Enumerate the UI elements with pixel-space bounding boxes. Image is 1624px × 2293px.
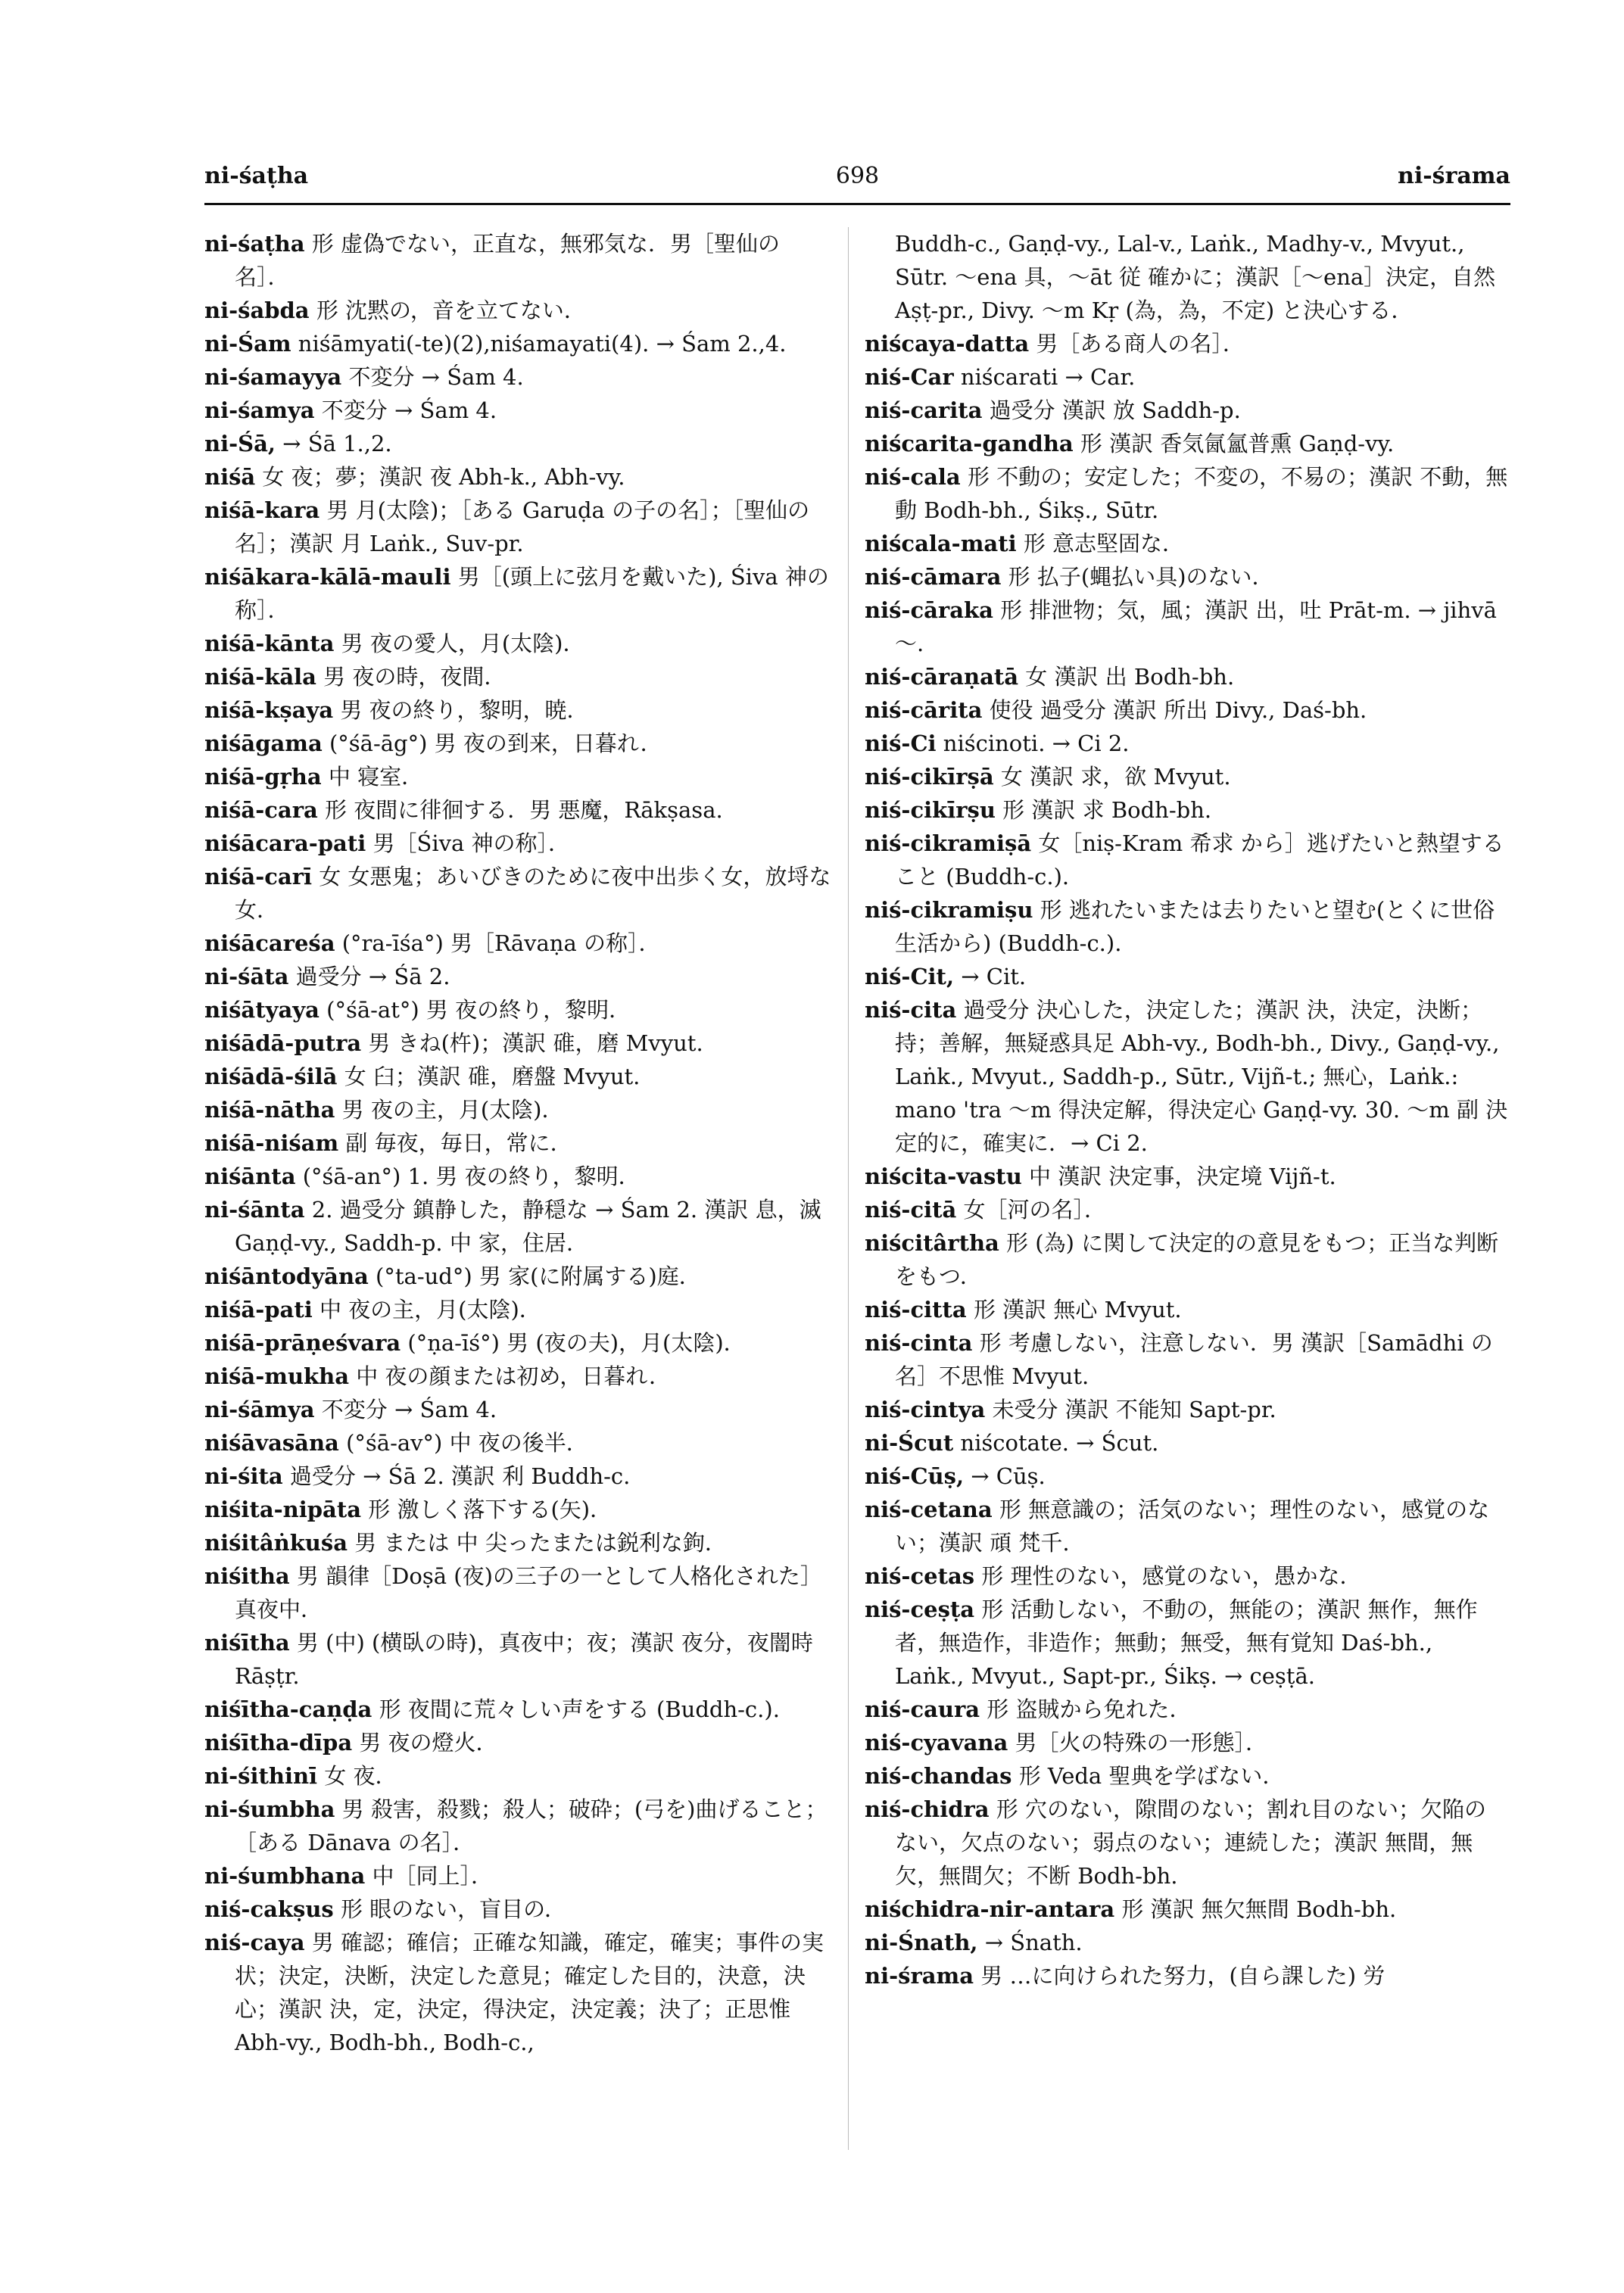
dictionary-entry xyxy=(865,760,1508,793)
entry-headword: niś-caura xyxy=(865,1696,980,1722)
entry-headword: ni-śumbha xyxy=(204,1796,335,1822)
dictionary-entry xyxy=(204,1526,833,1559)
entry-definition: 形 意志堅固な． xyxy=(1016,531,1185,556)
dictionary-entry xyxy=(204,1793,833,1859)
dictionary-entry xyxy=(204,227,833,294)
dictionary-entry xyxy=(865,893,1508,960)
entry-definition: 中［同上］． xyxy=(365,1863,493,1889)
dictionary-entry xyxy=(204,1126,833,1160)
entry-headword: niśītha-dīpa xyxy=(204,1730,353,1756)
entry-headword: niśācara-pati xyxy=(204,830,366,856)
dictionary-entry xyxy=(204,1093,833,1126)
dictionary-entry xyxy=(204,660,833,693)
entry-definition: 中 漢訳 決定事，決定境 Vijñ-t. xyxy=(1021,1164,1336,1189)
entry-definition: Buddh-c., Gaṇḍ-vy., Lal-v., Laṅk., Madhy-v., Mvyut., Sūtr. ～ena 具，～āt 従 確かに；漢訳［～ena］決定，自然 Aṣṭ-pr., Divy. ～m Kṛ (為，為，不定) と決心する． xyxy=(895,231,1496,323)
dictionary-entry xyxy=(204,727,833,760)
entry-definition: 男 (中) (横臥の時)，真夜中；夜；漢訳 夜分，夜闇時 Rāṣṭr. xyxy=(235,1630,813,1689)
entry-definition: 形 排泄物；気，風；漢訳 出，吐 Prāt-m. → jihvā～. xyxy=(895,597,1497,656)
entry-definition: (°śā-an°) 1. 男 夜の終り，黎明． xyxy=(295,1164,641,1189)
entry-headword: ni-śaṭha xyxy=(204,231,305,257)
dictionary-entry xyxy=(865,1893,1508,1926)
dictionary-entry xyxy=(204,627,833,660)
entry-definition: 形 理性のない，感覚のない，愚かな． xyxy=(974,1563,1362,1589)
dictionary-entry xyxy=(204,360,833,394)
entry-headword: niśāvasāna xyxy=(204,1430,339,1456)
page-number: 698 xyxy=(835,163,880,189)
entry-definition: 男［火の特殊の一形態］． xyxy=(1008,1730,1268,1756)
header-left-guideword: ni-śaṭha xyxy=(204,163,309,189)
entry-headword: niśā-nātha xyxy=(204,1097,335,1123)
entry-headword: niś-cārita xyxy=(865,697,983,723)
entry-definition: 形 夜間に徘徊する．男 悪魔，Rākṣasa. xyxy=(317,797,723,823)
dictionary-entry xyxy=(204,1926,833,2059)
entry-definition: 形 不動の；安定した；不変の，不易の；漢訳 不動，無動 Bodh-bh., Śikṣ., Sūtr. xyxy=(895,464,1508,523)
entry-definition: 男 …に向けられた努力，(自ら課した) 労 xyxy=(974,1963,1386,1989)
dictionary-entry xyxy=(204,560,833,627)
entry-definition: 男［Śiva 神の称］． xyxy=(366,830,571,856)
entry-definition: (°śā-av°) 中 夜の後半． xyxy=(338,1430,588,1456)
entry-headword: ni-Śam xyxy=(204,331,291,357)
entry-definition: 過受分 → Śā 2. xyxy=(288,964,450,989)
entry-headword: niścaya-datta xyxy=(865,331,1030,357)
entry-definition: 形 逃れたいまたは去りたいと望む(とくに世俗生活から) (Buddh-c.). xyxy=(895,897,1495,956)
column-divider xyxy=(848,227,849,2150)
entry-headword: niś-Ci xyxy=(865,731,937,756)
dictionary-entry xyxy=(204,460,833,494)
entry-definition: 形 払子(蝿払い具)のない． xyxy=(1001,564,1274,590)
entry-headword: niś-citā xyxy=(865,1197,957,1223)
dictionary-entry xyxy=(204,693,833,727)
dictionary-entry xyxy=(865,1593,1508,1693)
entry-headword: niś-cala xyxy=(865,464,961,490)
entry-headword: niś-cinta xyxy=(865,1330,973,1356)
dictionary-entry xyxy=(204,494,833,560)
entry-definition: 形 夜間に荒々しい声をする (Buddh-c.). xyxy=(372,1696,780,1722)
dictionary-entry xyxy=(204,1759,833,1793)
entry-headword: ni-śamya xyxy=(204,397,315,423)
entry-definition: 男 月(太陰)；［ある Garuḍa の子の名］；［聖仙の名］；漢訳 月 Laṅk., Suv-pr. xyxy=(235,497,810,556)
entry-headword: ni-śithinī xyxy=(204,1763,318,1789)
entry-definition: 男［ある商人の名］． xyxy=(1029,331,1245,357)
entry-definition: 女 女悪鬼；あいびきのために夜中出歩く女，放埒な女． xyxy=(235,864,831,923)
entry-definition: 男 または 中 尖ったまたは鋭利な鉤． xyxy=(348,1530,727,1556)
dictionary-entry xyxy=(865,1426,1508,1460)
entry-headword: ni-śita xyxy=(204,1463,283,1489)
entry-headword: niś-caya xyxy=(204,1930,305,1955)
entry-definition: 形 (為) に関して決定的の意見をもつ；正当な判断をもつ． xyxy=(895,1230,1499,1289)
entry-definition: 男［(頭上に弦月を戴いた), Śiva 神の称］． xyxy=(235,564,829,623)
dictionary-entry xyxy=(204,1393,833,1426)
dictionary-entry xyxy=(204,960,833,993)
entry-definition: 不変分 → Śam 4. xyxy=(314,397,497,423)
entry-definition: 男 殺害，殺戮；殺人；破砕；(弓を)曲げること；［ある Dānava の名］． xyxy=(235,1796,828,1855)
entry-headword: niśācareśa xyxy=(204,930,335,956)
entry-definition: → Cūṣ. xyxy=(964,1463,1046,1489)
dictionary-entry xyxy=(204,427,833,460)
header-rule xyxy=(204,203,1510,205)
entry-definition: 女 漢訳 出 Bodh-bh. xyxy=(1018,664,1235,690)
entry-headword: niś-cita xyxy=(865,997,957,1023)
entry-headword: niśātyaya xyxy=(204,997,320,1023)
dictionary-entry xyxy=(865,394,1508,427)
dictionary-entry xyxy=(865,1160,1508,1193)
entry-headword: ni-śāmya xyxy=(204,1397,315,1422)
dictionary-entry xyxy=(865,1226,1508,1293)
entry-headword: niś-cintya xyxy=(865,1397,986,1422)
dictionary-entry xyxy=(204,1193,833,1260)
entry-definition: 形 穴のない，隙間のない；割れ目のない；欠陥のない，欠点のない；弱点のない；連続した；漢訳 無間，無欠，無間欠；不断 Bodh-bh. xyxy=(895,1796,1487,1889)
dictionary-entry xyxy=(204,1160,833,1193)
entry-definition: niścinoti. → Ci 2. xyxy=(936,731,1130,756)
entry-definition: 形 活動しない，不動の，無能の；漢訳 無作，無作者，無造作，非造作；無動；無受，無有覚知 Daś-bh., Laṅk., Mvyut., Sapt-pr., Śikṣ. → ceṣṭā. xyxy=(895,1597,1478,1689)
entry-definition: 男 夜の時，夜間． xyxy=(316,664,507,690)
entry-definition: 中 寝室． xyxy=(321,764,424,790)
dictionary-entry xyxy=(204,1260,833,1293)
entry-definition: (°ra-īśa°) 男［Rāvaṇa の称］． xyxy=(335,930,661,956)
entry-definition: 中 夜の顔または初め，日暮れ． xyxy=(349,1363,672,1389)
entry-headword: ni-śāta xyxy=(204,964,289,989)
entry-headword: ni-śamayya xyxy=(204,364,342,390)
entry-definition: 女 漢訳 求，欲 Mvyut. xyxy=(993,764,1231,790)
entry-headword: ni-śānta xyxy=(204,1197,305,1223)
dictionary-entry xyxy=(204,1893,833,1926)
entry-definition: 形 盗賊から免れた． xyxy=(980,1696,1192,1722)
dictionary-entry xyxy=(204,1626,833,1693)
entry-headword: niśā-cara xyxy=(204,797,318,823)
entry-headword: niś-cetas xyxy=(865,1563,975,1589)
dictionary-entry xyxy=(865,527,1508,560)
entry-headword: niśā-kara xyxy=(204,497,320,523)
dictionary-entry xyxy=(204,1859,833,1893)
dictionary-entry xyxy=(865,460,1508,527)
entry-definition: (°śā-at°) 男 夜の終り，黎明． xyxy=(319,997,631,1023)
dictionary-entry xyxy=(204,294,833,327)
entry-headword: niśāntodyāna xyxy=(204,1263,369,1289)
entry-definition: 男 夜の愛人，月(太陰)． xyxy=(334,631,585,656)
entry-headword: niś-chandas xyxy=(865,1763,1012,1789)
entry-definition: 形 漢訳 求 Bodh-bh. xyxy=(995,797,1212,823)
entry-headword: niś-cāmara xyxy=(865,564,1002,590)
dictionary-entry xyxy=(865,560,1508,594)
dictionary-entry xyxy=(204,1460,833,1493)
dictionary-entry xyxy=(865,827,1508,893)
entry-headword: niś-cikramiṣu xyxy=(865,897,1033,923)
entry-definition: 過受分 決心した，決定した；漢訳 決，決定，決断；持；善解，無疑惑具足 Abh-vy., Bodh-bh., Divy., Gaṇḍ-vy., Laṅk., Mvyut., Saddh-p., Sūtr., Vijñ-t.; 無心，Laṅk.: mano 'tra ～m 得決定解，得決定心 Gaṇḍ-vy. 30. ～m 副 決定的に，確実に．→ Ci 2. xyxy=(895,997,1508,1156)
entry-headword: niś-cāraka xyxy=(865,597,993,623)
entry-headword: niścita-vastu xyxy=(865,1164,1022,1189)
entry-definition: 形 虚偽でない，正直な，無邪気な．男［聖仙の名］． xyxy=(235,231,780,290)
dictionary-entry xyxy=(204,1027,833,1060)
dictionary-entry xyxy=(865,1693,1508,1726)
entry-definition: 形 考慮しない，注意しない．男 漢訳［Samādhi の名］不思惟 Mvyut. xyxy=(895,1330,1493,1389)
dictionary-entry xyxy=(865,727,1508,760)
entry-definition: 形 漢訳 無心 Mvyut. xyxy=(966,1297,1182,1323)
entry-headword: niśādā-putra xyxy=(204,1030,362,1056)
entry-definition: 男 確認；確信；正確な知識，確定，確実；事件の実状；決定，決断，決定した意見；確定した目的，決意，決心；漢訳 決，定，決定，得決定，決定義；決了；正思惟 Abh-vy., Bodh-bh., Bodh-c., xyxy=(235,1930,824,2055)
entry-headword: niśākara-kālā-mauli xyxy=(204,564,451,590)
dictionary-entry xyxy=(865,960,1508,993)
entry-headword: niśā-pati xyxy=(204,1297,313,1323)
dictionary-entry xyxy=(865,1959,1508,1992)
entry-definition: 形 激しく落下する(矢)． xyxy=(361,1497,613,1522)
dictionary-entry xyxy=(204,1326,833,1360)
entry-headword: niśādā-śilā xyxy=(204,1064,338,1089)
dictionary-entry xyxy=(204,1360,833,1393)
entry-definition: 男 夜の終り，黎明，暁． xyxy=(333,697,589,723)
entry-headword: ni-śabda xyxy=(204,298,310,323)
entry-definition: 形 Veda 聖典を学ばない． xyxy=(1011,1763,1285,1789)
page-header xyxy=(204,163,1510,201)
dictionary-entry xyxy=(865,427,1508,460)
entry-headword: niścarita-gandha xyxy=(865,431,1074,456)
dictionary-entry xyxy=(204,827,833,860)
entry-headword: ni-Śnath, xyxy=(865,1930,978,1955)
entry-definition: 男 韻律［Doṣā (夜)の三子の一として人格化された］真夜中． xyxy=(235,1563,822,1622)
entry-definition: 女［河の名］． xyxy=(956,1197,1107,1223)
entry-definition: 女 夜． xyxy=(317,1763,397,1789)
entry-definition: (°ta-ud°) 男 家(に附属する)庭． xyxy=(368,1263,701,1289)
entry-definition: niścarati → Car. xyxy=(953,364,1136,390)
entry-headword: niś-cāraṇatā xyxy=(865,664,1019,690)
dictionary-entry xyxy=(204,1060,833,1093)
entry-headword: niś-cyavana xyxy=(865,1730,1008,1756)
entry-headword: niśā-kṣaya xyxy=(204,697,334,723)
dictionary-entry xyxy=(204,1693,833,1726)
dictionary-entry xyxy=(865,1293,1508,1326)
dictionary-entry xyxy=(865,660,1508,693)
entry-headword: ni-śumbhana xyxy=(204,1863,366,1889)
entry-definition: 女［niṣ-Kram 希求 から］逃げたいと熱望すること (Buddh-c.). xyxy=(895,830,1504,889)
entry-definition: (°ṇa-īś°) 男 (夜の夫)，月(太陰)． xyxy=(401,1330,746,1356)
right-column xyxy=(865,227,1508,2165)
entry-headword: niśā-kāla xyxy=(204,664,316,690)
entry-headword: ni-Śā, xyxy=(204,431,276,456)
entry-definition: 男 きね(杵)；漢訳 碓，磨 Mvyut. xyxy=(361,1030,703,1056)
entry-definition: 男 夜の主，月(太陰)． xyxy=(335,1097,564,1123)
entry-definition: niśāmyati(-te)(2),niśamayati(4). → Śam 2.,4. xyxy=(291,331,787,357)
entry-headword: niśā-mukha xyxy=(204,1363,349,1389)
entry-definition: 形 漢訳 無欠無間 Bodh-bh. xyxy=(1114,1896,1397,1922)
dictionary-entry xyxy=(865,594,1508,660)
dictionary-entry xyxy=(204,860,833,927)
entry-headword: niśītha-caṇḍa xyxy=(204,1696,372,1722)
entry-headword: niś-citta xyxy=(865,1297,967,1323)
entry-definition: 男 夜の燈火． xyxy=(352,1730,498,1756)
entry-headword: niś-chidra xyxy=(865,1796,990,1822)
entry-definition: 未受分 漢訳 不能知 Sapt-pr. xyxy=(985,1397,1276,1422)
entry-definition: → Cit. xyxy=(954,964,1027,989)
left-column xyxy=(204,227,833,2165)
entry-headword: niś-ceṣṭa xyxy=(865,1597,975,1622)
entry-definition: 2. 過受分 鎮静した，静穏な → Śam 2. 漢訳 息，滅 Gaṇḍ-vy., Saddh-p. 中 家，住居． xyxy=(235,1197,821,1256)
dictionary-entry xyxy=(865,327,1508,360)
dictionary-entry xyxy=(204,1426,833,1460)
entry-definition: 中 夜の主，月(太陰)． xyxy=(312,1297,541,1323)
entry-headword: niś-Cit, xyxy=(865,964,955,989)
entry-headword: niś-carita xyxy=(865,397,983,423)
entry-headword: niśāgama xyxy=(204,731,323,756)
dictionary-entry xyxy=(865,993,1508,1160)
entry-headword: niś-Car xyxy=(865,364,954,390)
dictionary-entry xyxy=(865,1393,1508,1426)
entry-definition: 女 臼；漢訳 碓，磨盤 Mvyut. xyxy=(337,1064,641,1089)
entry-headword: niś-cakṣus xyxy=(204,1896,334,1922)
dictionary-entry xyxy=(204,1493,833,1526)
entry-headword: niś-cetana xyxy=(865,1497,993,1522)
dictionary-entry xyxy=(204,993,833,1027)
entry-definition: 形 漢訳 香気氤氳普熏 Gaṇḍ-vy. xyxy=(1073,431,1395,456)
entry-definition: 過受分 → Śā 2. 漢訳 利 Buddh-c. xyxy=(282,1463,631,1489)
entry-definition: 不変分 → Śam 4. xyxy=(314,1397,497,1422)
entry-headword: ni-śrama xyxy=(865,1963,974,1989)
entry-headword: niśā-gṛha xyxy=(204,764,322,790)
entry-headword: niśā-kānta xyxy=(204,631,335,656)
entry-definition: 形 沈黙の，音を立てない． xyxy=(309,298,586,323)
entry-headword: niś-cikramiṣā xyxy=(865,830,1032,856)
dictionary-entry xyxy=(204,1293,833,1326)
entry-headword: niścitârtha xyxy=(865,1230,999,1256)
entry-headword: niś-cikīrṣu xyxy=(865,797,996,823)
entry-definition: 過受分 漢訳 放 Saddh-p. xyxy=(982,397,1241,423)
dictionary-entry xyxy=(865,1460,1508,1493)
dictionary-entry xyxy=(865,693,1508,727)
entry-headword: niśā-carī xyxy=(204,864,312,889)
dictionary-entry xyxy=(204,1559,833,1626)
header-right-guideword: ni-śrama xyxy=(1398,163,1510,189)
dictionary-entry xyxy=(204,394,833,427)
entry-definition: → Śā 1.,2. xyxy=(275,431,392,456)
dictionary-entry xyxy=(865,1759,1508,1793)
entry-headword: niśā-niśam xyxy=(204,1130,339,1156)
entry-headword: niśā-prāṇeśvara xyxy=(204,1330,401,1356)
entry-definition: 使役 過受分 漢訳 所出 Divy., Daś-bh. xyxy=(982,697,1367,723)
entry-definition: niścotate. → Ścut. xyxy=(953,1430,1159,1456)
entry-headword: niśānta xyxy=(204,1164,296,1189)
entry-headword: niścala-mati xyxy=(865,531,1017,556)
entry-definition: 不変分 → Śam 4. xyxy=(341,364,524,390)
dictionary-entry xyxy=(204,793,833,827)
dictionary-entry xyxy=(865,1193,1508,1226)
dictionary-entry xyxy=(204,927,833,960)
dictionary-entry xyxy=(865,227,1508,327)
dictionary-entry xyxy=(204,327,833,360)
entry-headword: niśitâṅkuśa xyxy=(204,1530,348,1556)
dictionary-entry xyxy=(865,1726,1508,1759)
entry-definition: → Śnath. xyxy=(977,1930,1083,1955)
entry-definition: (°śā-āg°) 男 夜の到来，日暮れ． xyxy=(322,731,662,756)
dictionary-entry xyxy=(865,1559,1508,1593)
entry-headword: niśitha xyxy=(204,1563,290,1589)
dictionary-entry xyxy=(204,760,833,793)
entry-headword: niś-cikīrṣā xyxy=(865,764,994,790)
dictionary-entry xyxy=(865,1493,1508,1559)
entry-headword: niśita-nipāta xyxy=(204,1497,362,1522)
dictionary-entry xyxy=(865,1793,1508,1893)
dictionary-entry xyxy=(865,793,1508,827)
dictionary-entry xyxy=(865,1326,1508,1393)
entry-headword: niśchidra-nir-antara xyxy=(865,1896,1115,1922)
entry-definition: 女 夜；夢；漢訳 夜 Abh-k., Abh-vy. xyxy=(255,464,625,490)
entry-definition: 副 毎夜，毎日，常に． xyxy=(338,1130,572,1156)
dictionary-entry xyxy=(204,1726,833,1759)
dictionary-entry xyxy=(865,1926,1508,1959)
dictionary-entry xyxy=(865,360,1508,394)
entry-headword: ni-Ścut xyxy=(865,1430,954,1456)
entry-definition: 形 眼のない，盲目の． xyxy=(333,1896,567,1922)
entry-definition: 形 無意識の；活気のない；理性のない，感覚のない；漢訳 頑 梵千. xyxy=(895,1497,1490,1556)
entry-headword: niś-Cūṣ, xyxy=(865,1463,965,1489)
entry-headword: niśā xyxy=(204,464,256,490)
entry-headword: niśītha xyxy=(204,1630,290,1656)
